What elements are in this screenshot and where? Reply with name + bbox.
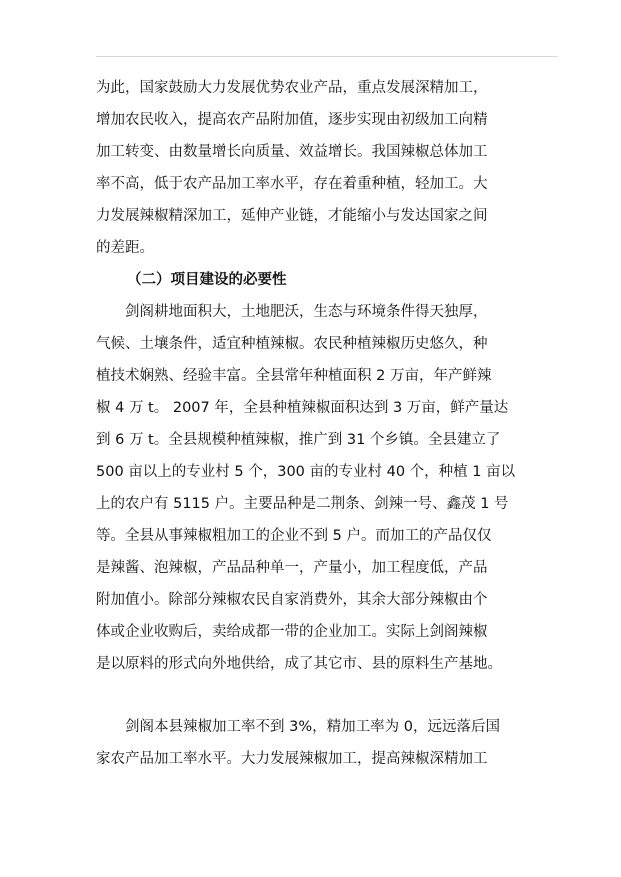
text-line: 剑阁本县辣椒加工率不到 3%，精加工率为 0，远远落后国 <box>125 719 500 735</box>
paragraph-3 <box>96 711 556 775</box>
paragraph-2 <box>96 296 556 680</box>
text-line: 是辣酱、泡辣椒，产品品种单一，产量小，加工程度低，产品 <box>96 560 488 576</box>
text-line: 气候、土壤条件，适宜种植辣椒。农民种植辣椒历史悠久，种 <box>96 336 488 352</box>
text-line: 附加值小。除部分辣椒农民自家消费外，其余大部分辣椒由个 <box>96 592 488 608</box>
text-line: 植技术娴熟、经验丰富。全县常年种植面积 2 万亩，年产鲜辣 <box>96 368 492 384</box>
section-heading: （二）项目建设的必要性 <box>127 272 287 288</box>
text-line: 家农产品加工率水平。大力发展辣椒加工，提高辣椒深精加工 <box>96 751 488 767</box>
text-line: 增加农民收入，提高农产品附加值，逐步实现由初级加工向精 <box>96 112 488 128</box>
text-line: 的差距。 <box>96 240 154 256</box>
text-line: 加工转变、由数量增长向质量、效益增长。我国辣椒总体加工 <box>96 144 488 160</box>
text-line: 上的农户有 5115 户。主要品种是二荆条、剑辣一号、鑫茂 1 号 <box>96 496 509 512</box>
text-line: 力发展辣椒精深加工，延伸产业链，才能缩小与发达国家之间 <box>96 208 488 224</box>
paragraph-1 <box>96 72 556 264</box>
text-line: 率不高，低于农产品加工率水平，存在着重种植，轻加工。大 <box>96 176 488 192</box>
text-line: 体或企业收购后，卖给成都一带的企业加工。实际上剑阁辣椒 <box>96 624 488 640</box>
text-line: 500 亩以上的专业村 5 个，300 亩的专业村 40 个，种植 1 亩以 <box>96 464 516 480</box>
text-line: 剑阁耕地面积大，土地肥沃，生态与环境条件得天独厚， <box>125 304 488 320</box>
paragraph-gap <box>96 680 556 711</box>
text-line: 是以原料的形式向外地供给，成了其它市、县的原料生产基地。 <box>96 656 502 672</box>
body-text <box>96 72 556 775</box>
header-rule <box>96 56 558 57</box>
text-line: 等。全县从事辣椒粗加工的企业不到 5 户。而加工的产品仅仅 <box>96 528 492 544</box>
text-line: 到 6 万 t。全县规模种植辣椒，推广到 31 个乡镇。全县建立了 <box>96 432 501 448</box>
text-line: 为此，国家鼓励大力发展优势农业产品，重点发展深精加工， <box>96 80 488 96</box>
text-line: 椒 4 万 t。 2007 年，全县种植辣椒面积达到 3 万亩，鲜产量达 <box>96 400 509 416</box>
